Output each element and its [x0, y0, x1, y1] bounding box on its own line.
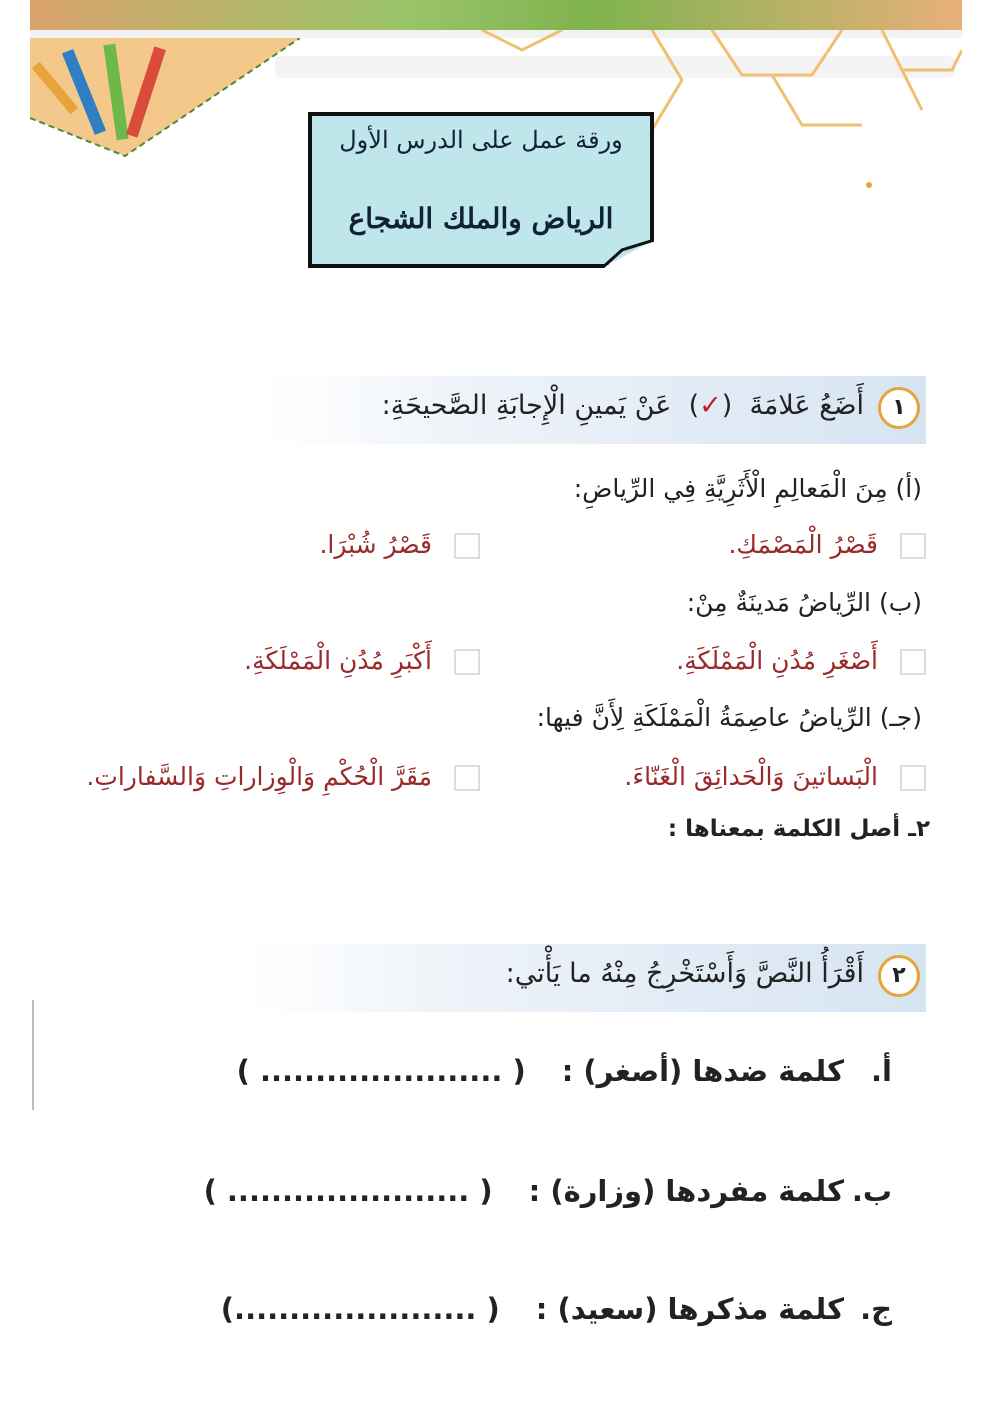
pencils-illustration	[30, 38, 300, 158]
page-fold-icon	[602, 240, 654, 268]
check-mark-icon: ✓	[699, 390, 722, 421]
answer-blank[interactable]: ( ...................... )	[236, 1054, 526, 1088]
option-1b-left[interactable]: أَكْبَرِ مُدُنِ الْمَمْلَكَةِ.	[244, 646, 480, 675]
option-1b-right[interactable]: أَصْغَرِ مُدُنِ الْمَمْلَكَةِ.	[676, 646, 926, 675]
answer-checkbox[interactable]	[454, 533, 480, 559]
orange-dot	[866, 182, 872, 188]
question-1-header	[266, 376, 926, 444]
answer-checkbox[interactable]	[900, 533, 926, 559]
answer-blank[interactable]: ( ...................... )	[203, 1174, 493, 1208]
worksheet-title: ورقة عمل على الدرس الأول	[339, 126, 623, 154]
worksheet-title-box	[308, 112, 654, 268]
top-color-band	[30, 0, 962, 30]
question-2-instruction: أَقْرَأُ النَّصَّ وَأَسْتَخْرِجُ مِنْهُ ما يَأْتي:	[505, 958, 864, 989]
page-edge-line	[32, 1000, 34, 1110]
extract-item-c: ج.كلمة مذكرها (سعيد) :( ......................)	[220, 1292, 892, 1326]
question-1-number: ١	[878, 387, 920, 429]
match-words-note: ٢ـ أصل الكلمة بمعناها :	[667, 816, 930, 842]
answer-blank[interactable]: ( ......................)	[220, 1292, 500, 1326]
option-1a-left[interactable]: قَصْرُ شُبْرَا.	[319, 530, 480, 559]
answer-checkbox[interactable]	[454, 765, 480, 791]
option-1c-right[interactable]: الْبَساتينَ وَالْحَدائِقَ الْغَنّاءَ.	[624, 762, 926, 791]
extract-item-b: ب.كلمة مفردها (وزارة) :( ...................... )	[203, 1174, 892, 1208]
question-2-number: ٢	[878, 955, 920, 997]
answer-checkbox[interactable]	[900, 765, 926, 791]
option-1c-left[interactable]: مَقَرَّ الْحُكْمِ وَالْوِزاراتِ وَالسَّفاراتِ.	[86, 762, 480, 791]
answer-checkbox[interactable]	[900, 649, 926, 675]
question-1a: (أ) مِنَ الْمَعالِمِ الْأَثَرِيَّةِ فِي الرِّياضِ:	[573, 474, 922, 503]
lesson-title: الرياض والملك الشجاع	[348, 202, 614, 235]
question-1-instruction: أَضَعُ عَلامَةَ (✓) عَنْ يَمينِ الْإِجابَةِ الصَّحيحَةِ:	[381, 390, 864, 421]
extract-item-a: أ.كلمة ضدها (أصغر) :( ...................... )	[236, 1054, 892, 1088]
answer-checkbox[interactable]	[454, 649, 480, 675]
question-1c: (جـ) الرِّياضُ عاصِمَةُ الْمَمْلَكَةِ لِأَنَّ فيها:	[536, 703, 922, 732]
question-2-header	[250, 944, 926, 1012]
option-1a-right[interactable]: قَصْرُ الْمَصْمَكِ.	[728, 530, 926, 559]
question-1b: (ب) الرِّياضُ مَدينَةٌ مِنْ:	[686, 588, 922, 617]
